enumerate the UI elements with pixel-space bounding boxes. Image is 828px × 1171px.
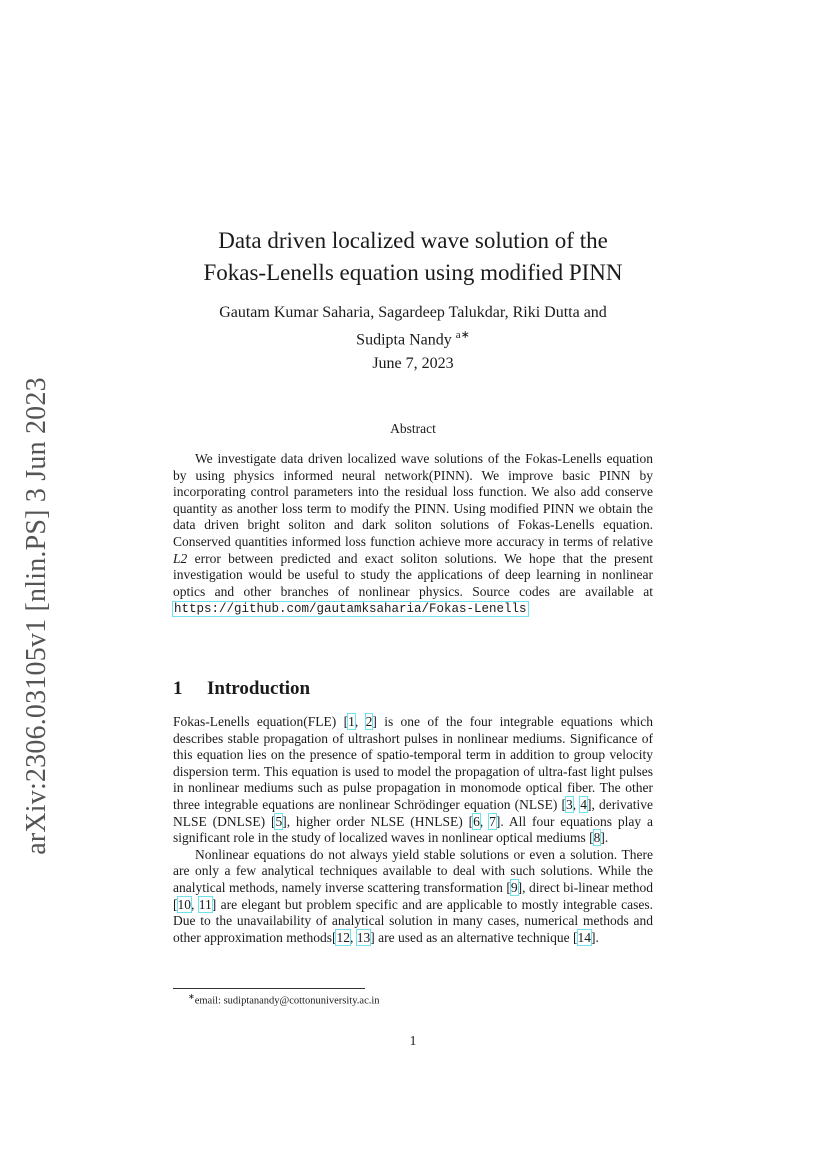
text-run: , [479,813,490,829]
abstract-l2-symbol: L2 [173,550,188,566]
citation-link[interactable]: 5 [275,813,283,829]
text-run: , [349,929,357,945]
paragraph-2 [173,847,653,947]
citation-link[interactable]: 1 [348,714,355,729]
abstract-text-2: error between predicted and exact soliton solutions. We hope that the present investigation would be useful to study the applications of deep learning in nonlinear optics and other branches of nonlinear physics. Source codes are available at [173,550,653,599]
footnote [188,992,380,1007]
paper-title [150,225,676,289]
citation-link[interactable]: 14 [577,929,591,945]
text-run: ]. [600,830,609,846]
abstract-text-1: We investigate data driven localized wave solutions of the Fokas-Lenells equation by using physics informed neural network(PINN). We improve basic PINN by incorporating control parameters into the residual loss function. We also add conserve quantity as another loss term to modify the PINN. Using modified PINN we obtain the data driven bright soliton and dark soliton solutions of Fokas-Lenells equation. Conserved quantities informed loss function achieve more accuracy in terms of relative [173,451,653,549]
citation-link[interactable]: 3 [565,796,573,812]
paper-date: June 7, 2023 [372,355,454,372]
text-run: ]. All four equations play a significant role in the study of localized waves in nonlinear optical mediums [ [173,813,654,846]
source-code-link[interactable]: https://github.com/gautamksaharia/Fokas-Lenells [174,602,527,617]
citation-link[interactable]: 11 [198,896,212,912]
author-list [150,302,676,351]
citation-link[interactable]: 9 [510,879,518,895]
section-title: Introduction [207,678,311,699]
citation-link[interactable]: 8 [593,830,601,846]
text-run: ] is one of the four integrable equations which describes stable propagation of ultrashort pulses in nonlinear mediums. Significance of this equation lies on the presence of spatio-temporal term in addition to group velocity dispersion term. This equation is used to model the propagation of ultra-fast light pulses in nonlinear mediums such as pulse propagation in monomode optical fiber. The other three integrable equations are nonlinear Schrödinger equation (NLSE) [ [173,714,653,812]
text-run: ] are elegant but problem specific and are applicable to mostly integrable cases. Due to the unavailability of analytical solution in many cases, numerical methods and other approximation methods[ [173,896,654,945]
abstract-heading: Abstract [390,421,436,436]
title-line-1: Data driven localized wave solution of the [218,228,608,253]
footnote-mark: ∗ [188,992,195,1001]
page-number: 1 [409,1033,417,1048]
arxiv-stamp [0,0,80,1171]
citation-link[interactable]: 6 [473,813,480,829]
citation-link[interactable]: 7 [489,813,496,829]
citation-link[interactable]: 10 [177,896,191,912]
author-affiliation-mark: a∗ [455,329,470,341]
title-line-2: Fokas-Lenells equation using modified PINN [203,260,623,285]
arxiv-stamp-text: arXiv:2306.03105v1 [nlin.PS] 3 Jun 2023 [21,377,52,855]
section-number: 1 [173,678,183,699]
text-run: , [191,896,199,912]
text-run: ], direct bi-linear method [ [173,879,653,912]
text-run: , [354,714,366,729]
text-run: Nonlinear equations do not always yield stable solutions or even a solution. There are only a few analytical techniques available to deal with such solutions. While the analytical methods, namely inverse scattering transformation [ [173,846,653,895]
text-run: , [572,796,581,812]
citation-link[interactable]: 4 [580,796,587,812]
section-heading [173,678,310,700]
author-name: Sudipta Nandy [356,331,452,349]
citation-link[interactable]: 2 [365,714,373,729]
authors-line-2 [150,324,676,351]
footnote-rule [173,988,365,989]
text-run: Fokas-Lenells equation(FLE) [ [173,714,349,729]
footnote-text: email: sudiptanandy@cottonuniversity.ac.in [194,995,380,1007]
abstract-body [173,451,653,618]
authors-line-1: Gautam Kumar Saharia, Sagardeep Talukdar, Riki Dutta and [219,304,607,321]
text-run: ], derivative NLSE (DNLSE) [ [173,796,653,829]
text-run: ] are used as an alternative technique [ [370,929,578,945]
citation-link[interactable]: 13 [356,929,371,945]
text-run: ]. [591,929,599,945]
introduction-body [173,714,653,946]
text-run: ], higher order NLSE (HNLSE) [ [282,813,474,829]
paragraph-1 [173,714,653,847]
citation-link[interactable]: 12 [336,929,350,945]
